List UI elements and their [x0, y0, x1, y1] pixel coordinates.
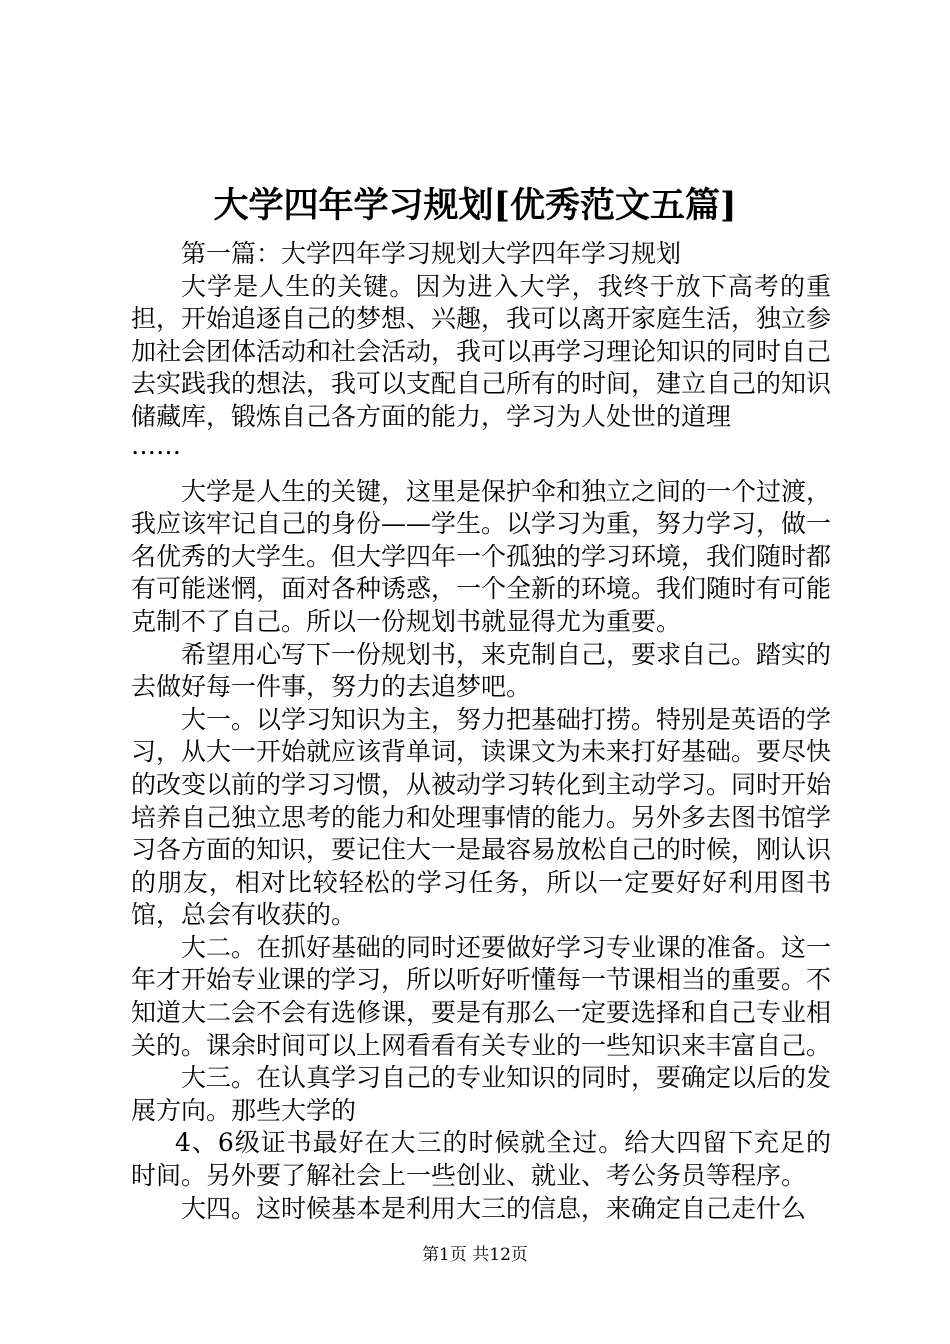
paragraph-year-one: 大一。以学习知识为主，努力把基础打捞。特别是英语的学习，从大一开始就应该背单词，读课文为未来打好基础。要尽快的改变以前的学习习惯，从被动学习转化到主动学习。同时开始培养自己独立思考的能力和处理事情的能力。另外多去图书馆学习各方面的知识，要记住大一是最容易放松自己的时候，刚认识的朋友，相对比较轻松的学习任务，所以一定要好好利用图书馆，总会有收获的。	[131, 704, 832, 930]
paragraph-year-three: 大三。在认真学习自己的专业知识的同时，要确定以后的发展方向。那些大学的	[131, 1063, 832, 1125]
paragraph-intro: 大学是人生的关键。因为进入大学，我终于放下高考的重担，开始追逐自己的梦想、兴趣，我可以离开家庭生活，独立参加社会团体活动和社会活动，我可以再学习理论知识的同时自己去实践我的想法，我可以支配自己所有的时间，建立自己的知识储藏库，锻炼自己各方面的能力，学习为人处世的道理	[131, 271, 832, 431]
document-body	[131, 238, 831, 1225]
paragraph-ellipsis: ……	[131, 430, 181, 460]
document-title: 大学四年学习规划[优秀范文五篇]	[213, 185, 737, 226]
paragraph-year-two: 大二。在抓好基础的同时还要做好学习专业课的准备。这一年才开始专业课的学习，所以听好听懂每一节课相当的重要。不知道大二会不会有选修课，要是有那么一定要选择和自己专业相关的。课余时间可以上网看看有关专业的一些知识来丰富自己。	[131, 932, 832, 1060]
page-footer: 第1页 共12页	[422, 1245, 528, 1265]
paragraph-year-four: 大四。这时候基本是利用大三的信息，来确定自己走什么	[181, 1193, 807, 1223]
paragraph-hope: 希望用心写下一份规划书，来克制自己，要求自己。踏实的去做好每一件事，努力的去追梦吧。	[131, 639, 832, 702]
section-heading: 第一篇：大学四年学习规划大学四年学习规划	[181, 239, 682, 268]
paragraph-transition: 大学是人生的关键，这里是保护伞和独立之间的一个过渡，我应该牢记自己的身份——学生。以学习为重，努力学习，做一名优秀的大学生。但大学四年一个孤独的学习环境，我们随时都有可能迷惘，面对各种诱惑，一个全新的环境。我们随时有可能克制不了自己。所以一份规划书就显得尤为重要。	[131, 476, 832, 636]
paragraph-certificates: 4、6级证书最好在大三的时候就全过。给大四留下充足的时间。另外要了解社会上一些创业、就业、考公务员等程序。	[131, 1128, 831, 1191]
